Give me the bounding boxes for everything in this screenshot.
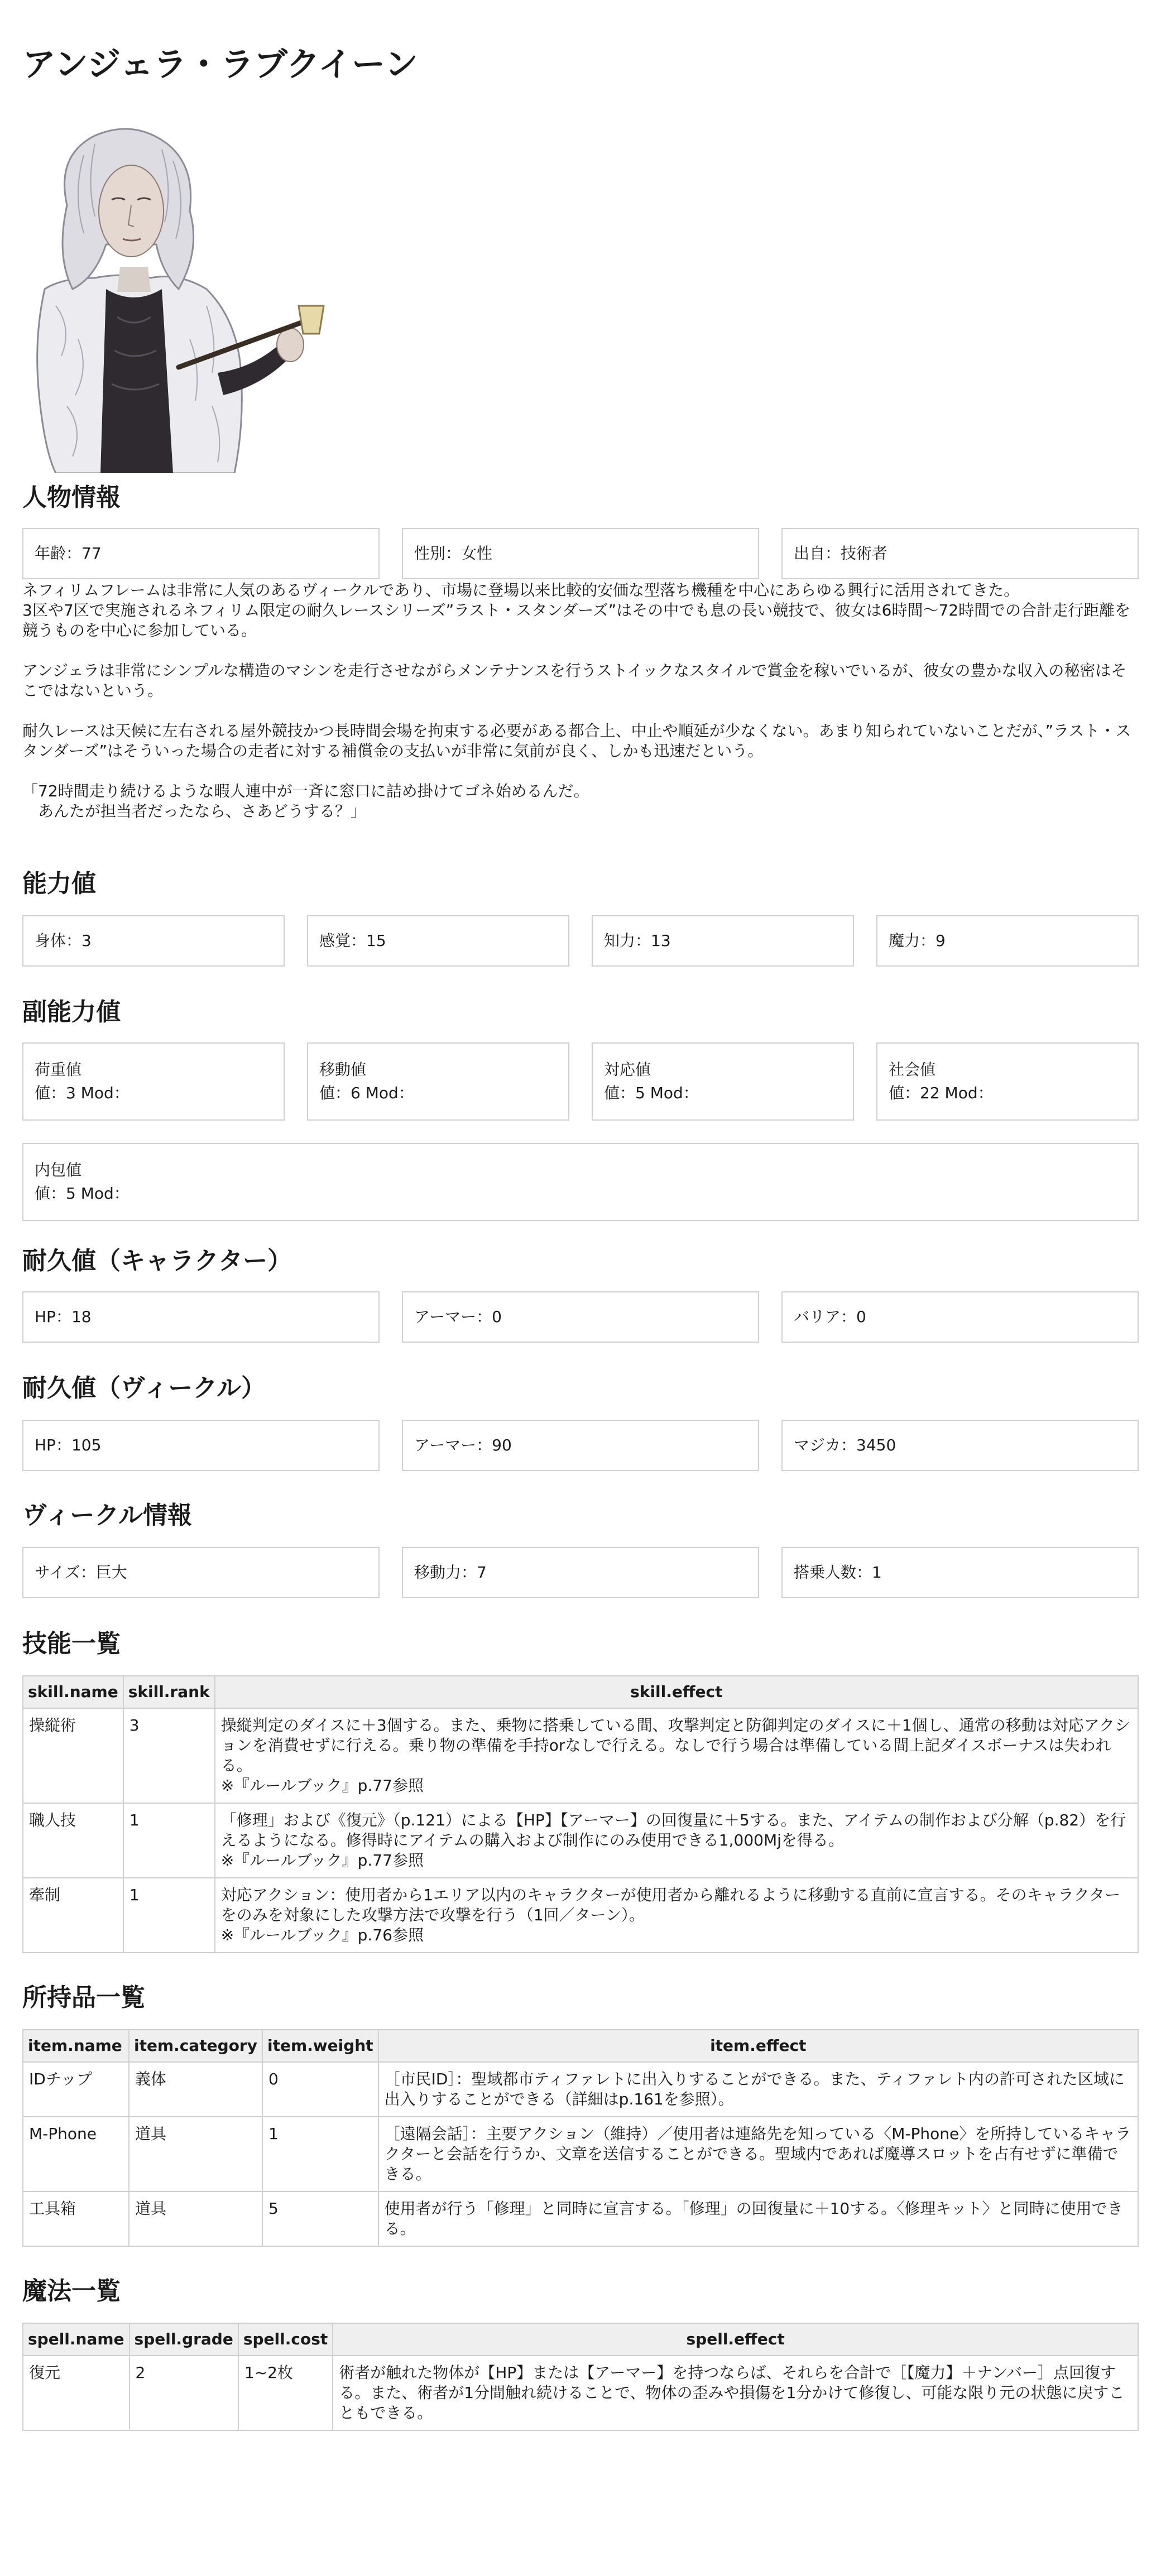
description-paragraph: 3区や7区で実施されるネフィリム限定の耐久レースシリーズ”ラスト・スタンダーズ”はその中でも息の長い競技で、彼女は6時間～72時間での合計走行距離を競うものを中心に参加している。 bbox=[22, 601, 1131, 640]
skill-effect-text: 「修理」および《復元》（p.121）による【HP】【アーマー】の回復量に＋5する。また、アイテムの制作および分解（p.82）を行えるようになる。修得時にアイテムの購入および制作にのみ使用できる1,000Mjを得る。 bbox=[220, 1811, 1126, 1849]
response-label: 対応値 bbox=[604, 1060, 651, 1079]
table-header-row bbox=[23, 2323, 1138, 2356]
column-header: spell.effect bbox=[333, 2323, 1138, 2356]
load-label: 荷重値 bbox=[35, 1060, 82, 1079]
move-box bbox=[307, 1042, 569, 1121]
social-box bbox=[876, 1042, 1139, 1121]
skill-effect bbox=[215, 1708, 1138, 1803]
item-effect: ［遠隔会話］：主要アクション（維持）／使用者は連絡先を知っている〈M-Phone〉を所持しているキャラクターと会話を行うか、文章を送信することができる。聖域内であれば魔導スロットを占有せずに準備できる。 bbox=[378, 2117, 1138, 2191]
column-header: item.weight bbox=[262, 2030, 378, 2062]
social-label: 社会値 bbox=[889, 1060, 936, 1079]
load-value: 値：3 Mod： bbox=[35, 1084, 129, 1102]
item-weight: 5 bbox=[262, 2191, 378, 2246]
skills-table bbox=[22, 1675, 1139, 1953]
move-value: 値：6 Mod： bbox=[319, 1084, 414, 1102]
column-header: item.category bbox=[129, 2030, 262, 2062]
sex-box: 性別：女性 bbox=[402, 528, 759, 579]
vehicle-mobility-box: 移動力：7 bbox=[402, 1547, 759, 1598]
column-header: spell.name bbox=[23, 2323, 129, 2356]
column-header: item.effect bbox=[378, 2030, 1138, 2062]
skill-effect bbox=[215, 1803, 1138, 1878]
description-paragraph: 耐久レースは天候に左右される屋外競技かつ長時間会場を拘束する必要がある都合上、中止や順延が少なくない。あまり知られていないことだが、”ラスト・スタンダーズ”はそういった場合の走者に対する補償金の支払いが非常に気前が良く、しかも迅速だという。 bbox=[22, 722, 1131, 760]
char-barrier-box: バリア：0 bbox=[781, 1291, 1139, 1343]
move-label: 移動値 bbox=[319, 1060, 367, 1079]
durability-vehicle-row bbox=[22, 1420, 1139, 1471]
section-title-person: 人物情報 bbox=[22, 483, 121, 512]
table-row bbox=[23, 2117, 1138, 2191]
table-row bbox=[23, 1878, 1138, 1953]
inner-box bbox=[22, 1143, 1139, 1221]
table-header-row bbox=[23, 1676, 1138, 1708]
skill-name: 操縦術 bbox=[23, 1708, 123, 1803]
quote-line: 「72時間走り続けるような暇人連中が一斉に窓口に詰め掛けてゴネ始めるんだ。 bbox=[22, 782, 589, 800]
skill-effect-text: 対応アクション：使用者から1エリア以内のキャラクターが使用者から離れるように移動する直前に宣言する。そのキャラクターをのみを対象にした攻撃方法で攻撃を行う（1回／ターン）。 bbox=[220, 1886, 1121, 1924]
item-name: IDチップ bbox=[23, 2062, 129, 2117]
item-effect: ［市民ID］：聖域都市ティファレトに出入りすることができる。また、ティファレト内の許可された区域に出入りすることができる（詳細はp.161を参照）。 bbox=[378, 2062, 1138, 2117]
item-effect: 使用者が行う「修理」と同時に宣言する。「修理」の回復量に＋10する。〈修理キット〉と同時に使用できる。 bbox=[378, 2191, 1138, 2246]
vehicle-info-row bbox=[22, 1547, 1139, 1598]
skill-effect-text: 操縦判定のダイスに＋3個する。また、乗物に搭乗している間、攻撃判定と防御判定のダイスに＋1個し、通常の移動は対応アクションを消費せずに行える。乗り物の準備を手持orなしで行える。なしで行う場合は準備している間上記ダイスボーナスは失われる。 bbox=[220, 1716, 1130, 1775]
ability-magic-box: 魔力：9 bbox=[876, 915, 1139, 967]
table-row bbox=[23, 1803, 1138, 1878]
ability-sense-box: 感覚：15 bbox=[307, 915, 569, 967]
items-table bbox=[22, 2029, 1139, 2247]
description-paragraph: アンジェラは非常にシンプルな構造のマシンを走行させながらメンテナンスを行うストイックなスタイルで賞金を稼いでいるが、彼女の豊かな収入の秘密はそこではないという。 bbox=[22, 661, 1127, 700]
column-header: spell.grade bbox=[129, 2323, 238, 2356]
response-value: 値：5 Mod： bbox=[604, 1084, 699, 1102]
table-row bbox=[23, 1708, 1138, 1803]
section-title-abilities: 能力値 bbox=[22, 869, 96, 898]
load-box bbox=[22, 1042, 285, 1121]
spell-name: 復元 bbox=[23, 2356, 129, 2430]
ability-body-box: 身体：3 bbox=[22, 915, 285, 967]
skill-rank: 3 bbox=[123, 1708, 215, 1803]
spells-table bbox=[22, 2323, 1139, 2431]
spell-effect: 術者が触れた物体が【HP】または【アーマー】を持つならば、それらを合計で［【魔力】＋ナンバー］点回復する。また、術者が1分間触れ続けることで、物体の歪みや損傷を1分かけて修復し、可能な限り元の状態に戻すこともできる。 bbox=[333, 2356, 1138, 2430]
section-title-durability-vehicle: 耐久値（ヴィークル） bbox=[22, 1374, 266, 1402]
origin-box: 出自：技術者 bbox=[781, 528, 1139, 579]
abilities-row bbox=[22, 915, 1139, 967]
section-title-vehicle-info: ヴィークル情報 bbox=[22, 1501, 193, 1530]
person-info-row bbox=[22, 528, 1139, 579]
column-header: skill.rank bbox=[123, 1676, 215, 1708]
skill-effect bbox=[215, 1878, 1138, 1953]
item-category: 道具 bbox=[129, 2117, 262, 2191]
spell-cost: 1~2枚 bbox=[238, 2356, 333, 2430]
section-title-skills: 技能一覧 bbox=[22, 1630, 121, 1658]
item-name: M-Phone bbox=[23, 2117, 129, 2191]
ability-intellect-box: 知力：13 bbox=[592, 915, 854, 967]
vehicle-hp-box: HP：105 bbox=[22, 1420, 380, 1471]
skill-reference: ※『ルールブック』p.77参照 bbox=[220, 1851, 424, 1869]
age-box: 年齢：77 bbox=[22, 528, 380, 579]
section-title-items: 所持品一覧 bbox=[22, 1983, 145, 2012]
skill-rank: 1 bbox=[123, 1878, 215, 1953]
section-title-sub-abilities: 副能力値 bbox=[22, 998, 121, 1026]
skill-reference: ※『ルールブック』p.77参照 bbox=[220, 1776, 424, 1795]
inner-label: 内包値 bbox=[35, 1161, 82, 1179]
item-name: 工具箱 bbox=[23, 2191, 129, 2246]
item-weight: 0 bbox=[262, 2062, 378, 2117]
item-category: 道具 bbox=[129, 2191, 262, 2246]
column-header: skill.name bbox=[23, 1676, 123, 1708]
char-hp-box: HP：18 bbox=[22, 1291, 380, 1343]
character-portrait-icon bbox=[22, 105, 352, 473]
sub-abilities-row bbox=[22, 1042, 1139, 1121]
vehicle-size-box: サイズ：巨大 bbox=[22, 1547, 380, 1598]
response-box bbox=[592, 1042, 854, 1121]
item-category: 義体 bbox=[129, 2062, 262, 2117]
table-row bbox=[23, 2191, 1138, 2246]
vehicle-crew-box: 搭乗人数：1 bbox=[781, 1547, 1139, 1598]
character-portrait bbox=[22, 105, 352, 473]
section-title-spells: 魔法一覧 bbox=[22, 2277, 121, 2305]
quote-line: あんたが担当者だったなら、さあどうする？」 bbox=[22, 802, 367, 820]
spell-grade: 2 bbox=[129, 2356, 238, 2430]
vehicle-armor-box: アーマー：90 bbox=[402, 1420, 759, 1471]
vehicle-magica-box: マジカ：3450 bbox=[781, 1420, 1139, 1471]
description-paragraph: ネフィリムフレームは非常に人気のあるヴィークルであり、市場に登場以来比較的安価な型落ち機種を中心にあらゆる興行に活用されてきた。 bbox=[22, 581, 1020, 599]
column-header: spell.cost bbox=[238, 2323, 333, 2356]
char-armor-box: アーマー：0 bbox=[402, 1291, 759, 1343]
skill-name: 牽制 bbox=[23, 1878, 123, 1953]
column-header: item.name bbox=[23, 2030, 129, 2062]
sub-abilities-row-2 bbox=[22, 1143, 1139, 1221]
character-description bbox=[22, 580, 1139, 867]
skill-reference: ※『ルールブック』p.76参照 bbox=[220, 1926, 424, 1944]
character-name: アンジェラ・ラブクイーン bbox=[22, 45, 418, 84]
table-header-row bbox=[23, 2030, 1138, 2062]
skill-rank: 1 bbox=[123, 1803, 215, 1878]
inner-value: 値：5 Mod： bbox=[35, 1184, 129, 1203]
table-row bbox=[23, 2062, 1138, 2117]
social-value: 値：22 Mod： bbox=[889, 1084, 994, 1102]
durability-character-row bbox=[22, 1291, 1139, 1343]
column-header: skill.effect bbox=[215, 1676, 1138, 1708]
skill-name: 職人技 bbox=[23, 1803, 123, 1878]
table-row bbox=[23, 2356, 1138, 2430]
section-title-durability-character: 耐久値（キャラクター） bbox=[22, 1247, 292, 1275]
item-weight: 1 bbox=[262, 2117, 378, 2191]
